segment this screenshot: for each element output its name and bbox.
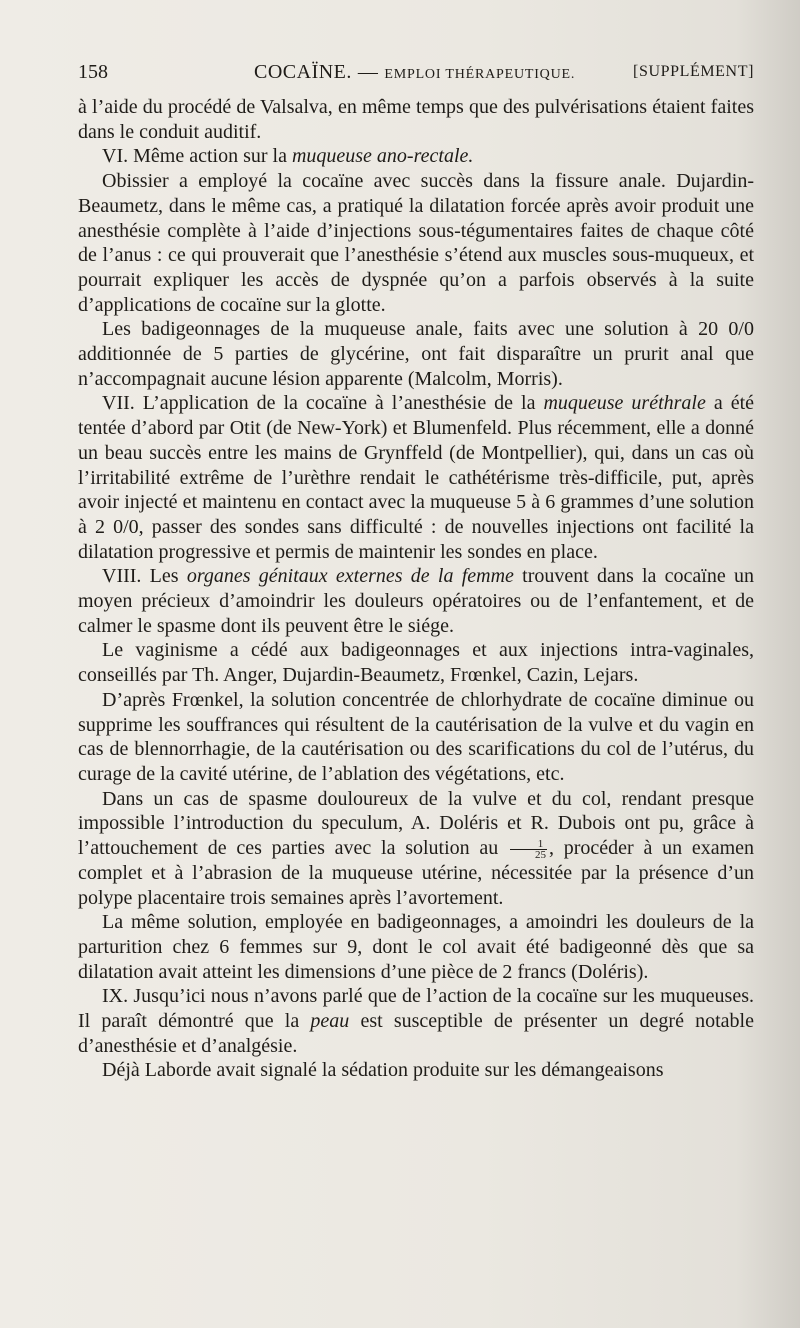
paragraph-2 <box>78 144 754 169</box>
section-tag: [SUPPLÉMENT] <box>633 63 754 80</box>
paragraph-9-text-a: Dans un cas de spasme douloureux de la vulve et du col, rendant presque impossible l’introduction du speculum, A. Doléris et R. Dubois ont pu, grâce à l’attouchement de ces parties avec la solution au <box>78 787 754 860</box>
paragraph-4: Les badigeonnages de la muqueuse anale, faits avec une solution à 20 0/0 additionnée de 5 parties de glycérine, ont fait disparaître un prurit anal que n’accompagnait aucune lésion apparente (Malcolm, Morris). <box>78 318 754 390</box>
paragraph-12: Déjà Laborde avait signalé la sédation produite sur les démangeaisons <box>102 1059 664 1082</box>
fraction <box>510 839 547 860</box>
paragraph-3: Obissier a employé la cocaïne avec succès dans la fissure anale. Dujardin-Beaumetz, dans le même cas, a pratiqué la dilatation forcée après avoir produit une anesthésie complète à l’aide d’injections sous-tégumentaires faites de chaque côté de l’anus : ce qui prouverait que l’anesthésie s’étend aux muscles sous-muqueux, et pourrait expliquer les accès de dyspnée qu’on a parfois observés à la suite d’applications de cocaïne sur la glotte. <box>78 170 754 316</box>
paragraph-5 <box>78 391 754 564</box>
paragraph-6 <box>78 564 754 638</box>
body-text <box>78 95 754 1083</box>
paragraph-9-text-b: , procéder à un examen complet et à l’abrasion de la muqueuse utérine, nécessitée par la présence d’un polype placentaire trois semaines après l’avortement. <box>78 837 754 909</box>
paragraph-5-italic: muqueuse uréthrale <box>543 392 706 415</box>
paragraph-5-text-b: a été tentée d’abord par Otit (de New-York) et Blumenfeld. Plus récemment, elle a donné un beau succès entre les mains de Grynffeld (de Montpellier), qui, dans un cas où l’irritabilité extrême de l’urèthre rendait le cathétérisme très-difficile, put, après avoir injecté et maintenu en contact avec la muqueuse 5 à 6 grammes d’une solution à 2 0/0, passer des sondes sans difficulté : de nouvelles injections ont facilité la dilatation progressive et permis de maintenir les sondes en place. <box>78 392 755 563</box>
paragraph-11 <box>78 984 754 1058</box>
paragraph-10: La même solution, employée en badigeonnages, a amoindri les douleurs de la parturition chez 6 femmes sur 9, dont le col avait été badigeonné dès que sa dilatation avait atteint les dimensions d’une pièce de 2 francs (Doléris). <box>78 911 754 983</box>
paragraph-9 <box>78 787 754 911</box>
paragraph-2-text: VI. Même action sur la <box>102 145 292 168</box>
paragraph-2-italic: muqueuse ano-rectale. <box>291 145 474 168</box>
fraction-numerator: 1 <box>510 839 547 850</box>
paragraph-6-text-a: VIII. Les <box>102 565 187 588</box>
paragraph-6-text-b: trouvent dans la cocaïne un moyen précieux d’amoindrir les douleurs opératoires ou de l’enfantement, et de calmer le spasme dont ils peuvent être le siége. <box>78 565 754 637</box>
running-title-sub: EMPLOI THÉRAPEUTIQUE. <box>384 67 576 82</box>
running-title-main: COCAÏNE. <box>254 61 352 83</box>
paragraph-7: Le vaginisme a cédé aux badigeonnages et aux injections intra-vaginales, conseillés par Th. Anger, Dujardin-Beaumetz, Frœnkel, Cazin, Lejars. <box>78 639 754 687</box>
running-title <box>254 58 575 89</box>
paragraph-11-italic: peau <box>310 1010 350 1033</box>
paragraph-6-italic: organes génitaux externes de la femme <box>186 565 514 588</box>
paragraph-11-text-b: est susceptible de présenter un degré notable d’anesthésie et d’analgésie. <box>78 1010 754 1057</box>
running-head <box>78 58 754 86</box>
page-number: 158 <box>78 61 108 83</box>
paragraph-1: à l’aide du procédé de Valsalva, en même temps que des pulvérisations étaient faites dans le conduit auditif. <box>78 96 754 143</box>
paragraph-8: D’après Frœnkel, la solution concentrée de chlorhydrate de cocaïne diminue ou supprime les souffrances qui résultent de la cautérisation de la vulve et du vagin en cas de blennorrhagie, de la cautérisation ou des scarifications du col de l’utérus, du curage de la cavité utérine, de l’ablation des végétations, etc. <box>78 688 754 785</box>
paragraph-5-text-a: VII. L’application de la cocaïne à l’anesthésie de la <box>102 392 544 415</box>
running-title-dash: — <box>357 61 379 83</box>
paragraph-11-text-a: IX. Jusqu’ici nous n’avons parlé que de l’action de la cocaïne sur les muqueuses. Il paraît démontré que la <box>78 985 754 1033</box>
fraction-denominator: 25 <box>535 849 547 861</box>
